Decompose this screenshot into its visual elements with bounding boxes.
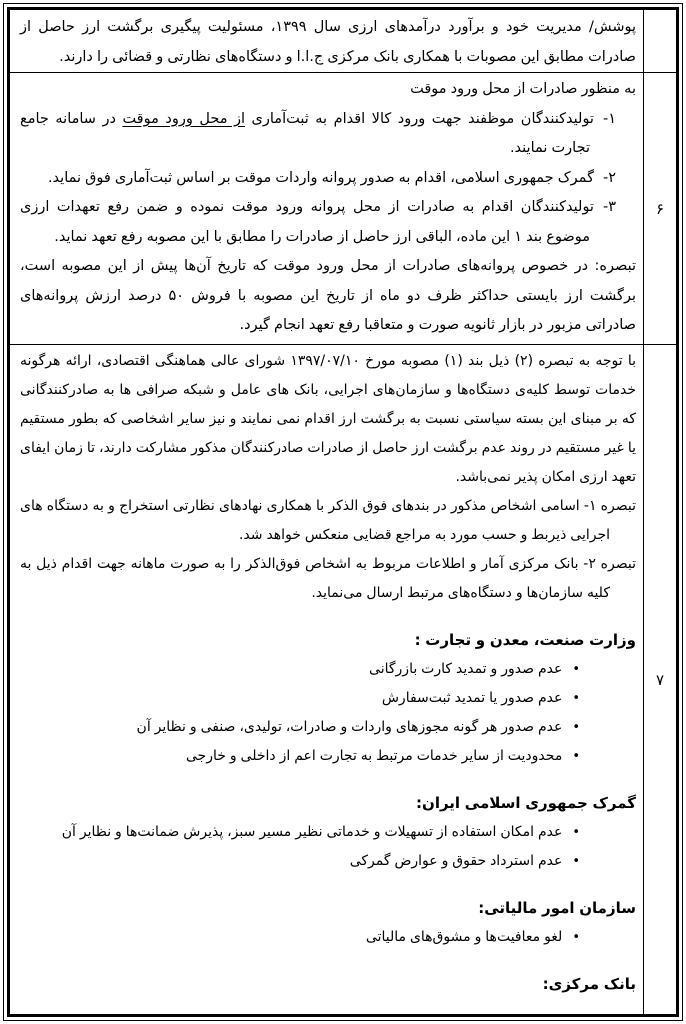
bullet-text: لغو معافیت‌ها و مشوق‌های مالیاتی — [365, 929, 563, 945]
list-item — [20, 713, 636, 742]
table-row-6 — [10, 73, 676, 345]
row-content-cell — [10, 10, 643, 72]
table-row-top — [10, 10, 676, 73]
item-number: ۳- — [602, 199, 616, 215]
item-text: در سامانه جامع تجارت نمایند. — [20, 110, 590, 156]
note-paragraph: تبصره: در خصوص پروانه‌های صادرات از محل ورود موقت که تاریخ آن‌ها پیش از این مصوبه است، برگشت ارز بایستی حداکثر ظرف دو ماه از تاریخ این مصوبه با فروش ۵۰ درصد ارزش پروانه‌های صادراتی مزبور در بازار ثانویه صورت و متعاقبا رفع تعهد انجام گیرد. — [20, 258, 636, 333]
list-item — [20, 164, 636, 194]
row-number-cell — [643, 10, 676, 72]
bullet-icon: • — [572, 749, 580, 764]
bullet-icon: • — [572, 662, 580, 677]
table-frame — [7, 7, 679, 1017]
bullet-text: عدم صدور و تمدید کارت بازرگانی — [369, 661, 563, 677]
item-text: تولیدکنندگان موظفند جهت ورود کالا اقدام به ثبت‌آماری — [245, 110, 594, 127]
note-paragraph: تبصره ۲- بانک مرکزی آمار و اطلاعات مربوط به اشخاص فوق‌الذکر را به صورت ماهانه جهت اقدام ذیل به کلیه سازمان‌ها و دستگاه‌های مرتبط ارسال می‌نماید. — [20, 556, 636, 601]
section-heading-tax-organization: سازمان امور مالیاتی: — [478, 899, 636, 917]
item-number: ۱- — [602, 110, 616, 127]
item-text: گمرک جمهوری اسلامی، اقدام به صدور پروانه واردات موقت بر اساس ثبت‌آماری فوق نماید. — [47, 169, 594, 186]
list-item — [20, 923, 636, 952]
section-heading-customs: گمرک جمهوری اسلامی ایران: — [416, 794, 636, 812]
section-heading-central-bank: بانک مرکزی: — [542, 975, 636, 993]
bullet-icon: • — [572, 691, 580, 706]
paragraph: پوشش/ مدیریت خود و برآورد درآمدهای ارزی سال ۱۳۹۹، مسئولیت پیگیری برگشت ارز حاصل از صادرات مطابق این مصوبات با همکاری بانک مرکزی ج.ا.ا و دستگاه‌های نظارتی و قضائی را دارند. — [20, 19, 636, 65]
table-row-7 — [10, 345, 676, 1014]
paragraph: با توجه به تبصره (۲) ذیل بند (۱) مصوبه مورخ ۱۳۹۷/۰۷/۱۰ شورای عالی هماهنگی اقتصادی، ارائه هرگونه خدمات توسط کلیه‌ی دستگاه‌ها و سازمان‌های اجرایی، بانک های عامل و شبکه صرافی ها به صادرکنندگانی که بر مبنای این بسته سیاستی نسبت به برگشت ارز اقدام نمی نمایند و نیز سایر اشخاصی که بطور مستقیم یا غیر مستقیم در روند عدم برگشت ارز حاصل از صادرات صادرکنندگان مذکور مشارکت دارند، تا زمان ایفای تعهد ارزی امکان پذیر نمی‌باشد. — [20, 353, 636, 485]
row-number-cell: ۷ — [643, 345, 676, 1014]
list-item — [20, 655, 636, 684]
list-item — [20, 684, 636, 713]
bullet-icon: • — [572, 720, 580, 735]
bullet-icon: • — [572, 854, 580, 869]
bullet-icon: • — [572, 825, 580, 840]
item-text-underlined: از محل ورود موقت — [122, 110, 246, 127]
row-number-cell: ۶ — [643, 73, 676, 344]
intro-line: به منظور صادرات از محل ورود موقت — [410, 81, 636, 97]
item-text: تولیدکنندگان اقدام به صادرات از محل پروانه ورود موقت نموده و ضمن رفع تعهدات ارزی موضوع بند ۱ این ماده، الباقی ارز حاصل از صادرات را مطابق با این مصوبه رفع تعهد نماید. — [20, 199, 594, 245]
note-paragraph: تبصره ۱- اسامی اشخاص مذکور در بندهای فوق الذکر با همکاری نهادهای نظارتی استخراج و به دستگاه های اجرایی ذیربط و حسب مورد به مراجع قضایی منعکس خواهد شد. — [20, 498, 636, 543]
list-item — [20, 105, 636, 164]
list-item — [20, 742, 636, 771]
list-item — [20, 193, 636, 252]
list-item — [20, 847, 636, 876]
item-number: ۲- — [602, 169, 616, 186]
bullet-icon: • — [572, 930, 580, 945]
bullet-text: عدم صدور هر گونه مجوزهای واردات و صادرات، تولیدی، صنفی و نظایر آن — [136, 719, 563, 735]
bullet-text: عدم امکان استفاده از تسهیلات و خدماتی نظیر مسیر سبز، پذیرش ضمانت‌ها و نظایر آن — [61, 824, 563, 840]
bullet-text: عدم صدور یا تمدید ثبت‌سفارش — [381, 690, 563, 706]
row-content-cell — [10, 73, 643, 344]
bullet-text: عدم استرداد حقوق و عوارض گمرکی — [349, 853, 563, 869]
list-item — [20, 818, 636, 847]
row-content-cell — [10, 345, 643, 1014]
section-heading-ministry-of-industry: وزارت صنعت، معدن و تجارت : — [414, 631, 636, 649]
bullet-text: محدودیت از سایر خدمات مرتبط به تجارت اعم از داخلی و خارجی — [185, 748, 563, 764]
